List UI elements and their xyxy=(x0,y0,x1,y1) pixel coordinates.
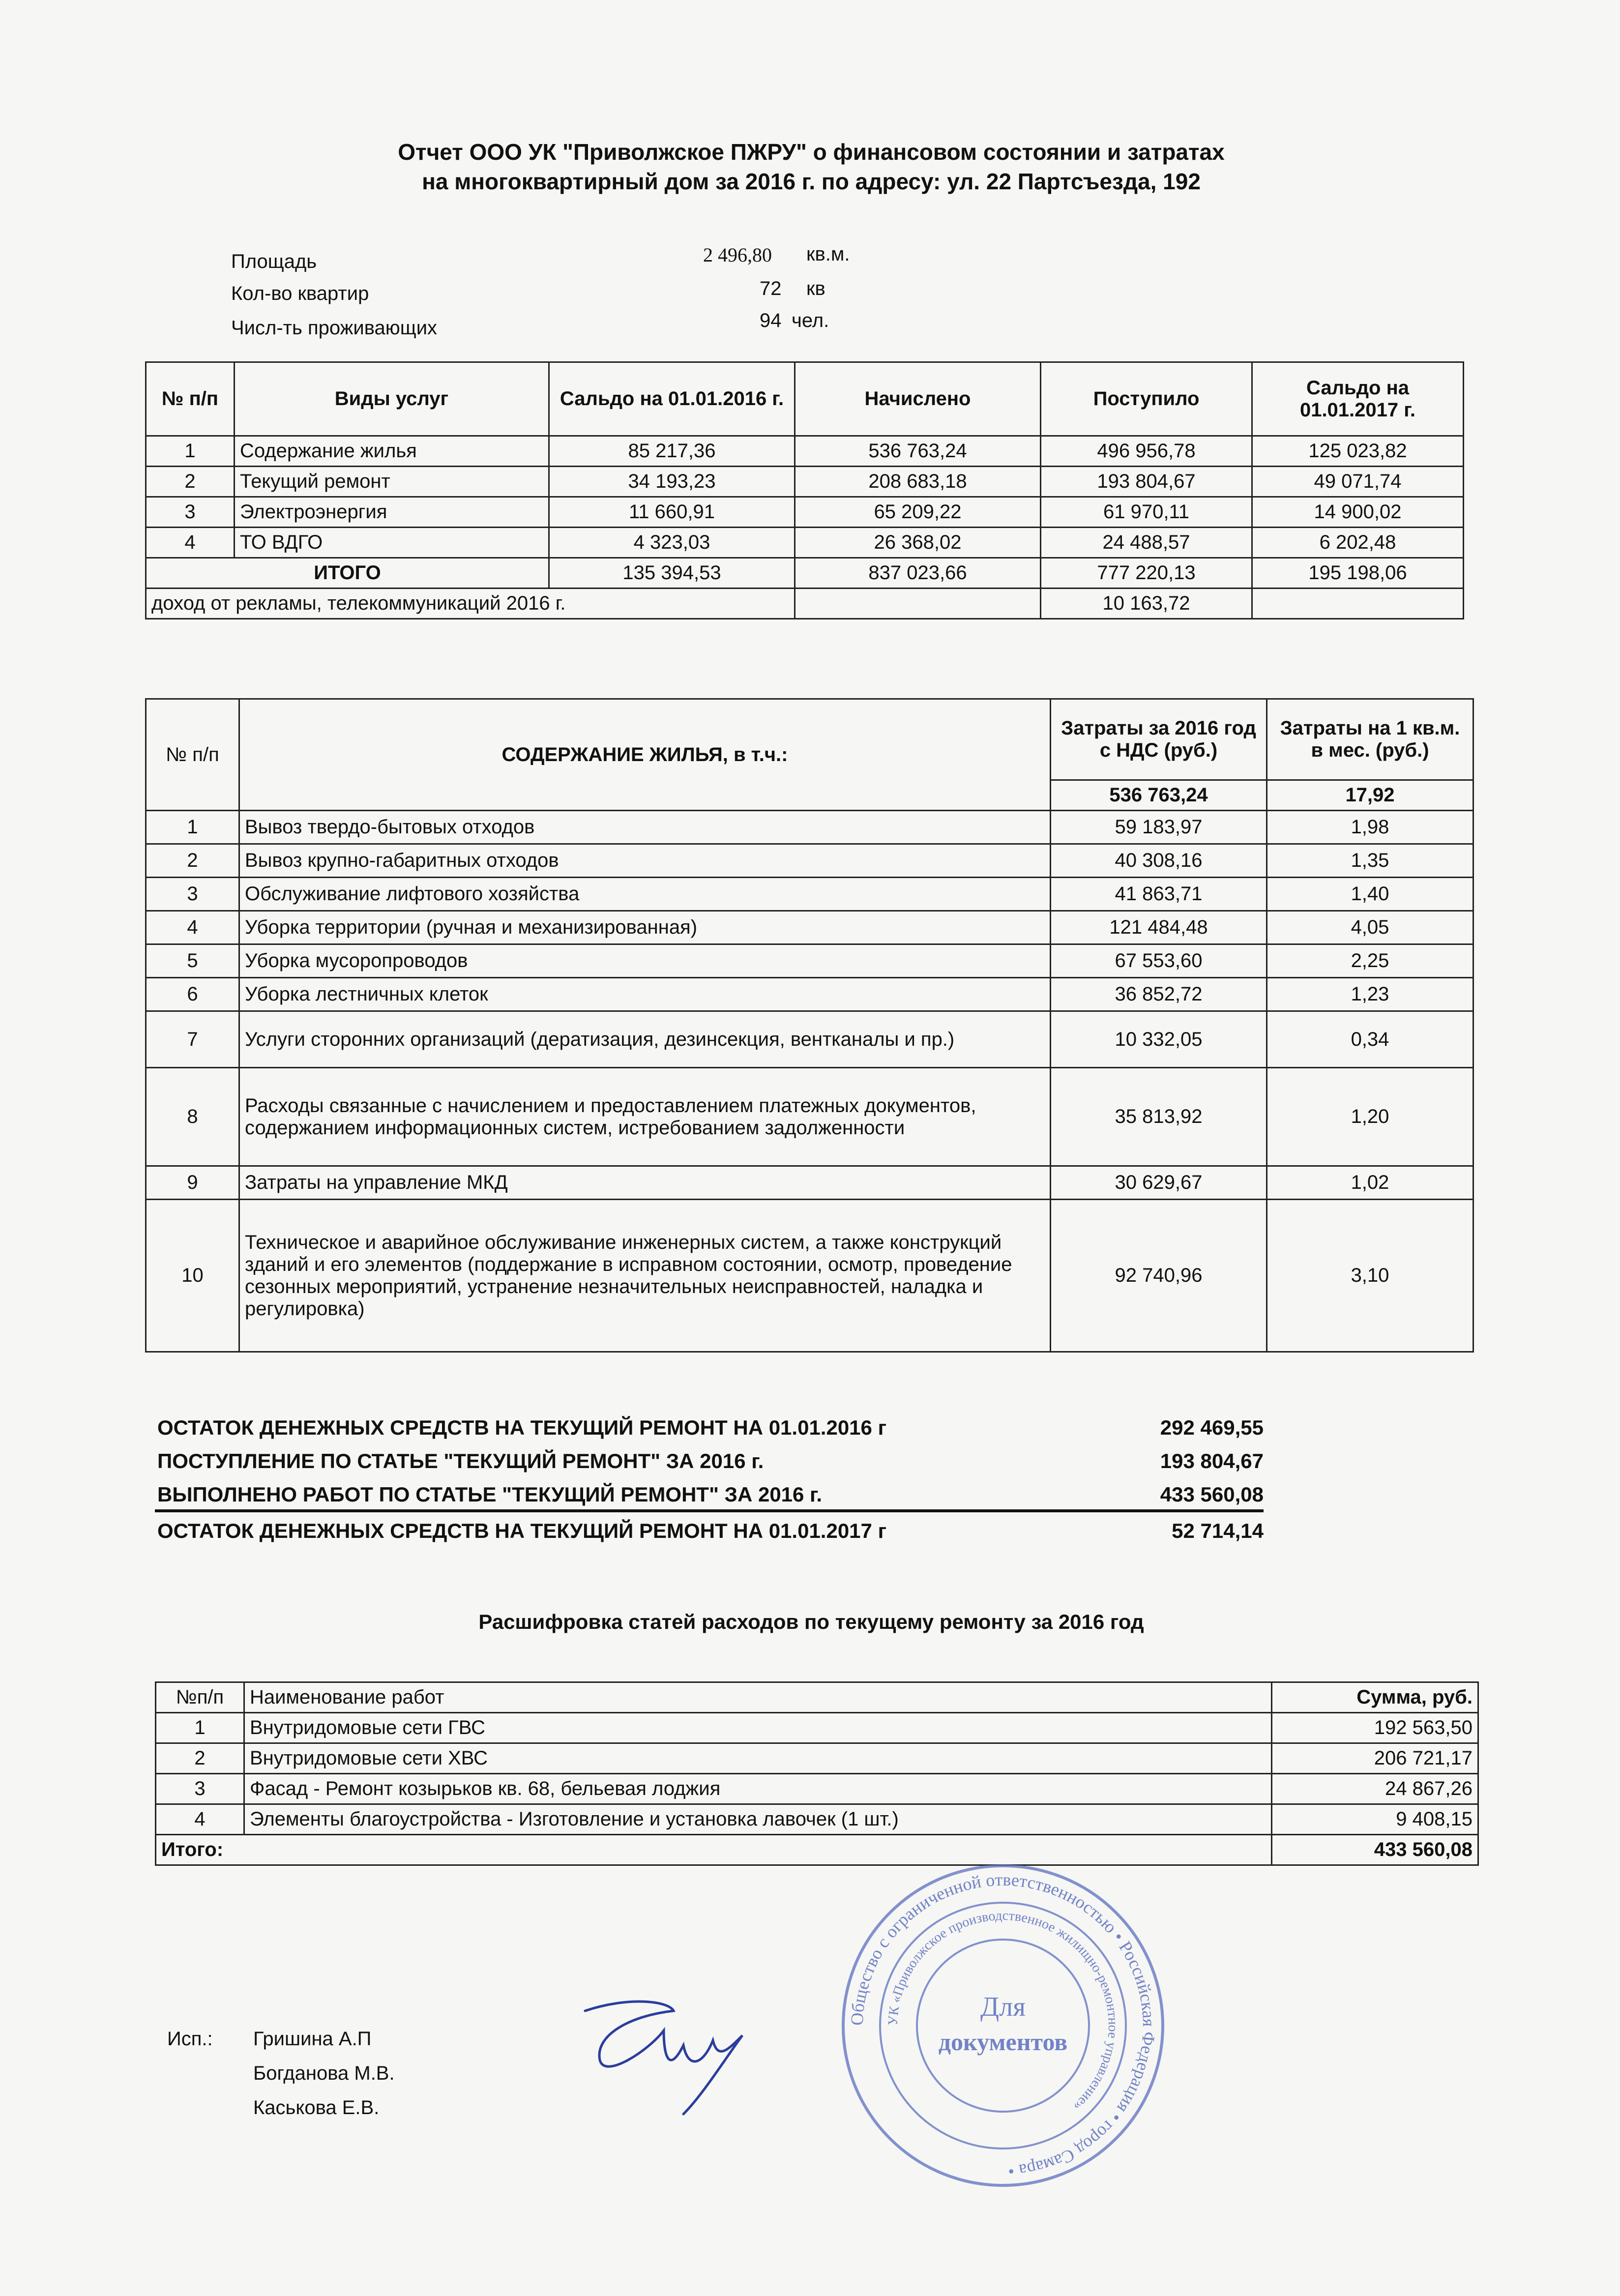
col-header-annual-cost: Затраты за 2016 год с НДС (руб.) xyxy=(1051,699,1267,780)
executor-label: Исп.: xyxy=(167,2028,213,2050)
cell-value: 777 220,13 xyxy=(1041,558,1252,589)
table-row xyxy=(156,1713,1478,1743)
cell-value: 3,10 xyxy=(1267,1200,1473,1352)
cell-value: 195 198,06 xyxy=(1252,558,1464,589)
cell-service: ТО ВДГО xyxy=(235,528,549,558)
info-residents-label: Числ-ть проживающих xyxy=(231,317,438,339)
cell-item: Расходы связанные с начислением и предоставлением платежных документов, содержанием информационных систем, истребованием задолженности xyxy=(239,1068,1051,1166)
cell-item: Затраты на управление МКД xyxy=(239,1166,1051,1200)
col-header-balance-2017: Сальдо на 01.01.2017 г. xyxy=(1252,362,1464,436)
cell-value: 536 763,24 xyxy=(795,436,1041,467)
cell-work-name: Внутридомовые сети ГВС xyxy=(244,1713,1272,1743)
summary-line xyxy=(157,1449,1264,1473)
cell-value: 125 023,82 xyxy=(1252,436,1464,467)
cell-value: 2,25 xyxy=(1267,944,1473,978)
info-area-label: Площадь xyxy=(231,251,317,272)
cell-value: 1,35 xyxy=(1267,844,1473,878)
cell-amount: 9 408,15 xyxy=(1272,1804,1478,1835)
report-title-line-1: Отчет ООО УК "Приволжское ПЖРУ" о финансовом состоянии и затратах xyxy=(398,139,1225,165)
cell-value: 0,34 xyxy=(1267,1011,1473,1068)
cell-value: 49 071,74 xyxy=(1252,467,1464,497)
table-row xyxy=(156,1774,1478,1804)
services-balance-table xyxy=(145,361,1464,619)
cell-value: 85 217,36 xyxy=(549,436,795,467)
repair-breakdown-title: Расшифровка статей расходов по текущему ремонту за 2016 год xyxy=(478,1610,1144,1633)
col-header-number: №п/п xyxy=(156,1682,244,1713)
table-row xyxy=(146,497,1464,528)
executor-name: Богданова М.В. xyxy=(253,2062,395,2084)
cell-item: Обслуживание лифтового хозяйства xyxy=(239,878,1051,911)
cell-value: 1,20 xyxy=(1267,1068,1473,1166)
cell-service: Текущий ремонт xyxy=(235,467,549,497)
cell-work-name: Элементы благоустройства - Изготовление и установка лавочек (1 шт.) xyxy=(244,1804,1272,1835)
cell-number: 5 xyxy=(146,944,239,978)
summary-value: 193 804,67 xyxy=(1160,1449,1264,1472)
cell-value: 35 813,92 xyxy=(1051,1068,1267,1166)
cell-empty xyxy=(1252,589,1464,619)
col-header-balance-2016: Сальдо на 01.01.2016 г. xyxy=(549,362,795,436)
table-row xyxy=(146,467,1464,497)
cell-service: Содержание жилья xyxy=(235,436,549,467)
cell-value: 4,05 xyxy=(1267,911,1473,944)
summary-value: 52 714,14 xyxy=(1172,1519,1264,1542)
cell-amount: 24 867,26 xyxy=(1272,1774,1478,1804)
summary-line xyxy=(157,1483,1264,1506)
cell-value: 837 023,66 xyxy=(795,558,1041,589)
cell-amount: 192 563,50 xyxy=(1272,1713,1478,1743)
stamp-outer-text: Общество с ограниченной ответственностью • Российская Федерация • город Самара • xyxy=(847,1869,1159,2181)
cell-number: 4 xyxy=(156,1804,244,1835)
cell-number: 7 xyxy=(146,1011,239,1068)
cell-number: 3 xyxy=(156,1774,244,1804)
info-apartments-unit: кв xyxy=(806,278,825,299)
table-row xyxy=(146,844,1473,878)
table-row xyxy=(146,978,1473,1011)
cell-item: Уборка лестничных клеток xyxy=(239,978,1051,1011)
table-header-row xyxy=(146,699,1473,780)
cell-item: Вывоз крупно-габаритных отходов xyxy=(239,844,1051,878)
cell-number: 10 xyxy=(146,1200,239,1352)
cell-value: 496 956,78 xyxy=(1041,436,1252,467)
cell-value: 40 308,16 xyxy=(1051,844,1267,878)
summary-value: 433 560,08 xyxy=(1160,1483,1264,1506)
table-header-row xyxy=(156,1682,1478,1713)
executor-name: Каськова Е.В. xyxy=(253,2097,380,2119)
repair-breakdown-table xyxy=(155,1681,1479,1866)
cell-value: 61 970,11 xyxy=(1041,497,1252,528)
cell-number: 1 xyxy=(146,811,239,844)
cell-value: 6 202,48 xyxy=(1252,528,1464,558)
table-row xyxy=(146,1166,1473,1200)
info-area-value: 2 496,80 xyxy=(703,244,772,266)
cell-value: 34 193,23 xyxy=(549,467,795,497)
cell-value: 208 683,18 xyxy=(795,467,1041,497)
col-header-service: Виды услуг xyxy=(235,362,549,436)
ads-income-label: доход от рекламы, телекоммуникаций 2016 г. xyxy=(146,589,795,619)
summary-line xyxy=(157,1416,1264,1440)
cell-value: 36 852,72 xyxy=(1051,978,1267,1011)
table-row xyxy=(146,878,1473,911)
info-area-unit: кв.м. xyxy=(806,243,850,265)
cell-value: 26 368,02 xyxy=(795,528,1041,558)
table-row xyxy=(146,1011,1473,1068)
cell-value: 10 332,05 xyxy=(1051,1011,1267,1068)
col-header-amount: Сумма, руб. xyxy=(1272,1682,1478,1713)
col-header-number: № п/п xyxy=(146,362,235,436)
summary-value: 292 469,55 xyxy=(1160,1416,1264,1439)
handwritten-signature-icon xyxy=(556,1976,801,2124)
executor-name: Гришина А.П xyxy=(253,2028,372,2050)
cell-work-name: Внутридомовые сети ХВС xyxy=(244,1743,1272,1774)
total-value: 433 560,08 xyxy=(1272,1835,1478,1865)
report-title-line-2: на многоквартирный дом за 2016 г. по адресу: ул. 22 Партсъезда, 192 xyxy=(422,169,1201,194)
cell-value: 193 804,67 xyxy=(1041,467,1252,497)
cell-value: 67 553,60 xyxy=(1051,944,1267,978)
cell-value: 65 209,22 xyxy=(795,497,1041,528)
cell-item: Техническое и аварийное обслуживание инженерных систем, а также конструкций зданий и его элементов (поддержание в исправном состоянии, осмотр, проведение сезонных мероприятий, устранение незначительных неисправностей, наладка и регулировка) xyxy=(239,1200,1051,1352)
cell-empty xyxy=(795,589,1041,619)
cell-value: 1,40 xyxy=(1267,878,1473,911)
summary-divider xyxy=(155,1509,1264,1512)
table-row xyxy=(146,811,1473,844)
cell-value: 30 629,67 xyxy=(1051,1166,1267,1200)
col-header-number: № п/п xyxy=(146,699,239,811)
info-residents-value: 94 xyxy=(760,310,782,331)
maintenance-costs-table xyxy=(145,698,1474,1353)
summary-line xyxy=(157,1519,1264,1543)
cell-item: Вывоз твердо-бытовых отходов xyxy=(239,811,1051,844)
table-row xyxy=(146,1200,1473,1352)
cell-value: 59 183,97 xyxy=(1051,811,1267,844)
stamp-center-line-1: Для xyxy=(980,1992,1026,2022)
stamp-inner-text: УК «Приволжское производственное жилищно-ремонтное управление» xyxy=(885,1908,1121,2114)
table-row xyxy=(146,1068,1473,1166)
summary-label: ПОСТУПЛЕНИЕ ПО СТАТЬЕ "ТЕКУЩИЙ РЕМОНТ" ЗА 2016 г. xyxy=(157,1449,764,1472)
cell-number: 2 xyxy=(156,1743,244,1774)
cell-value: 1,02 xyxy=(1267,1166,1473,1200)
cell-number: 2 xyxy=(146,844,239,878)
total-annual-cost: 536 763,24 xyxy=(1051,780,1267,811)
cell-value: 135 394,53 xyxy=(549,558,795,589)
table-row xyxy=(156,1804,1478,1835)
cell-item: Уборка мусоропроводов xyxy=(239,944,1051,978)
cell-value: 24 488,57 xyxy=(1041,528,1252,558)
cell-number: 2 xyxy=(146,467,235,497)
summary-label: ОСТАТОК ДЕНЕЖНЫХ СРЕДСТВ НА ТЕКУЩИЙ РЕМОНТ НА 01.01.2017 г xyxy=(157,1519,887,1542)
table-row xyxy=(156,1743,1478,1774)
total-label: Итого: xyxy=(156,1835,1272,1865)
cell-value: 11 660,91 xyxy=(549,497,795,528)
cell-item: Уборка территории (ручная и механизированная) xyxy=(239,911,1051,944)
cell-value: 4 323,03 xyxy=(549,528,795,558)
cell-value: 14 900,02 xyxy=(1252,497,1464,528)
cell-number: 9 xyxy=(146,1166,239,1200)
table-row xyxy=(146,911,1473,944)
summary-label: ОСТАТОК ДЕНЕЖНЫХ СРЕДСТВ НА ТЕКУЩИЙ РЕМОНТ НА 01.01.2016 г xyxy=(157,1416,887,1439)
total-cost-per-m2: 17,92 xyxy=(1267,780,1473,811)
table-row xyxy=(146,528,1464,558)
cell-number: 8 xyxy=(146,1068,239,1166)
cell-value: 1,23 xyxy=(1267,978,1473,1011)
company-stamp-icon xyxy=(836,1858,1170,2193)
summary-label: ВЫПОЛНЕНО РАБОТ ПО СТАТЬЕ "ТЕКУЩИЙ РЕМОНТ" ЗА 2016 г. xyxy=(157,1483,823,1506)
cell-number: 3 xyxy=(146,878,239,911)
table-total-row xyxy=(146,558,1464,589)
cell-value: 1,98 xyxy=(1267,811,1473,844)
cell-amount: 206 721,17 xyxy=(1272,1743,1478,1774)
total-label: ИТОГО xyxy=(146,558,549,589)
col-header-cost-per-m2: Затраты на 1 кв.м. в мес. (руб.) xyxy=(1267,699,1473,780)
cell-number: 4 xyxy=(146,911,239,944)
cell-number: 6 xyxy=(146,978,239,1011)
info-residents-unit: чел. xyxy=(792,310,829,331)
cell-value: 92 740,96 xyxy=(1051,1200,1267,1352)
cell-work-name: Фасад - Ремонт козырьков кв. 68, бельевая лоджия xyxy=(244,1774,1272,1804)
ads-income-row xyxy=(146,589,1464,619)
table-row xyxy=(146,436,1464,467)
ads-income-value: 10 163,72 xyxy=(1041,589,1252,619)
cell-number: 1 xyxy=(156,1713,244,1743)
table-total-row xyxy=(156,1835,1478,1865)
col-header-charged: Начислено xyxy=(795,362,1041,436)
cell-number: 3 xyxy=(146,497,235,528)
cell-number: 1 xyxy=(146,436,235,467)
table-header-row xyxy=(146,362,1464,436)
cell-service: Электроэнергия xyxy=(235,497,549,528)
cell-value: 41 863,71 xyxy=(1051,878,1267,911)
info-apartments-label: Кол-во квартир xyxy=(231,283,369,304)
col-header-maintenance: СОДЕРЖАНИЕ ЖИЛЬЯ, в т.ч.: xyxy=(239,699,1051,811)
info-apartments-value: 72 xyxy=(760,278,782,299)
col-header-work-name: Наименование работ xyxy=(244,1682,1272,1713)
table-row xyxy=(146,944,1473,978)
stamp-center-line-2: документов xyxy=(938,2028,1068,2056)
col-header-received: Поступило xyxy=(1041,362,1252,436)
cell-value: 121 484,48 xyxy=(1051,911,1267,944)
cell-item: Услуги сторонних организаций (дератизация, дезинсекция, вентканалы и пр.) xyxy=(239,1011,1051,1068)
cell-number: 4 xyxy=(146,528,235,558)
